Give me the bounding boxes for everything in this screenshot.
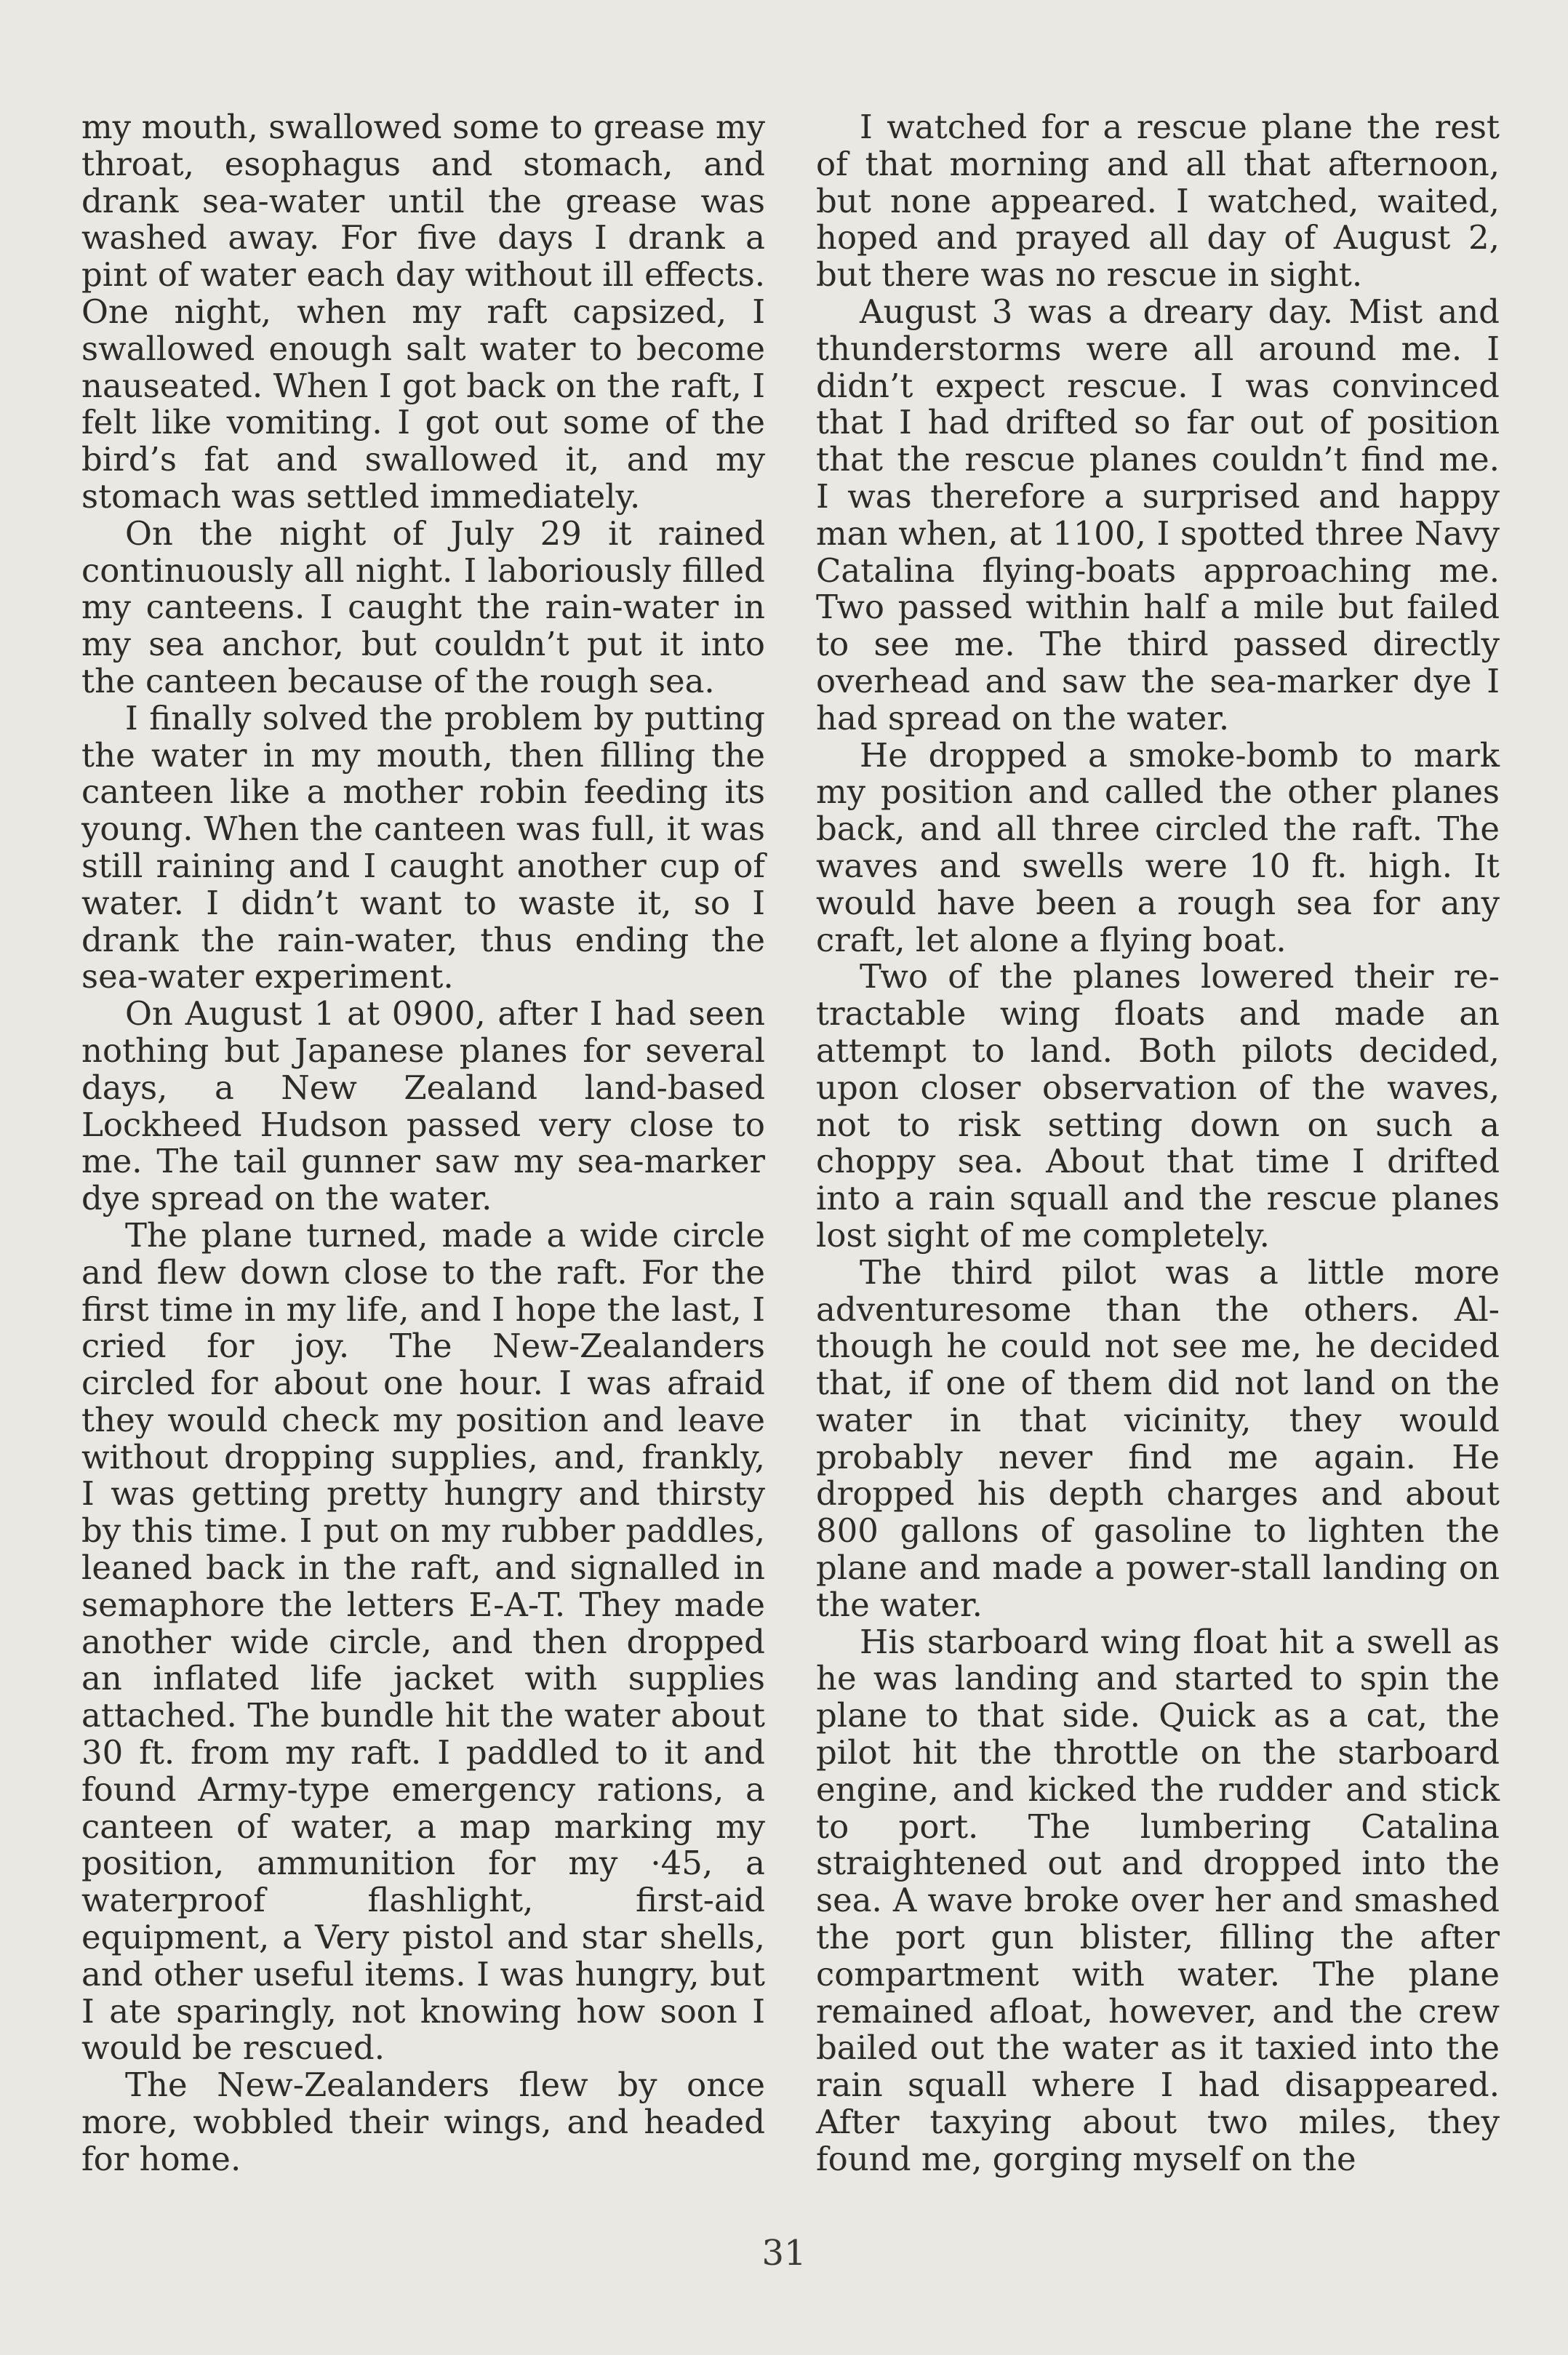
- paragraph: He dropped a smoke-bomb to mark my position and called the other planes back, and all three circled the raft. The waves and swells were 10 ft. high. It would have been a rough sea for any craft, let alone a flying boat.: [816, 735, 1500, 959]
- paragraph: On August 1 at 0900, after I had seen nothing but Japanese planes for several days, a New Zealand land-based Lockheed Hudson passed very close to me. The tail gunner saw my sea-marker dye spread on the water.: [81, 994, 765, 1218]
- paragraph: I watched for a rescue plane the rest of that morning and all that afternoon, but none appeared. I watched, waited, hoped and prayed all day of August 2, but there was no rescue in sight.: [816, 108, 1500, 295]
- paragraph: my mouth, swallowed some to grease my throat, esophagus and stomach, and drank sea-water until the grease was washed away. For five days I drank a pint of water each day without ill effects. One night, when my raft capsized, I swallowed enough salt water to become nauseated. When I got back on the raft, I felt like vomiting. I got out some of the bird’s fat and swallowed it, and my stomach was settled immediately.: [81, 108, 765, 516]
- paragraph: The plane turned, made a wide circle and flew down close to the raft. For the first time in my life, and I hope the last, I cried for joy. The New-Zealanders circled for about one hour. I was afraid they would check my position and leave without dropping supplies, and, frankly, I was getting pretty hungry and thirsty by this time. I put on my rubber paddles, leaned back in the raft, and signalled in semaphore the letters E-A-T. They made another wide circle, and then dropped an inflated life jacket with supplies attached. The bundle hit the water about 30 ft. from my raft. I paddled to it and found Army-type emergency rations, a canteen of water, a map marking my position, ammunition for my ·45, a waterproof flashlight, first-aid equipment, a Very pistol and star shells, and other useful items. I was hungry, but I ate sparingly, not knowing how soon I would be rescued.: [81, 1215, 765, 2068]
- paragraph: Two of the planes lowered their retractable wing floats and made an attempt to land. Both pilots decided, upon closer observation of the waves, not to risk setting down on such a choppy sea. About that time I drifted into a rain squall and the rescue planes lost sight of me completely.: [816, 957, 1500, 1255]
- paragraph: On the night of July 29 it rained continuously all night. I laboriously filled my canteens. I caught the rain-water in my sea anchor, but couldn’t put it into the canteen because of the rough sea.: [81, 513, 765, 700]
- paragraph: I finally solved the problem by putting the water in my mouth, then filling the canteen like a mother robin feeding its young. When the canteen was full, it was still raining and I caught another cup of water. I didn’t want to waste it, so I drank the rain-water, thus ending the sea-water experiment.: [81, 698, 765, 996]
- paragraph: August 3 was a dreary day. Mist and thunderstorms were all around me. I didn’t expect rescue. I was convinced that I had drifted so far out of position that the rescue planes couldn’t find me. I was therefore a surprised and happy man when, at 1100, I spotted three Navy Catalina flying-boats approaching me. Two passed within half a mile but failed to see me. The third passed directly overhead and saw the sea-marker dye I had spread on the water.: [816, 292, 1500, 737]
- paragraph: The third pilot was a little more adventuresome than the others. Although he could not see me, he decided that, if one of them did not land on the water in that vicinity, they would probably never find me again. He dropped his depth charges and about 800 gallons of gasoline to lighten the plane and made a power-stall landing on the water.: [816, 1252, 1500, 1624]
- left-column: [81, 109, 765, 2178]
- page-number: 31: [761, 2233, 807, 2274]
- paragraph: The New-Zealanders flew by once more, wobbled their wings, and headed for home.: [81, 2066, 765, 2178]
- right-column: [816, 109, 1500, 2178]
- paragraph: His starboard wing float hit a swell as he was landing and started to spin the plane to that side. Quick as a cat, the pilot hit the throttle on the starboard engine, and kicked the rudder and stick to port. The lumbering Catalina straightened out and dropped into the sea. A wave broke over her and smashed the port gun blister, filling the after compartment with water. The plane remained afloat, however, and the crew bailed out the water as it taxied into the rain squall where I had disappeared. After taxying about two miles, they found me, gorging myself on the: [816, 1622, 1500, 2178]
